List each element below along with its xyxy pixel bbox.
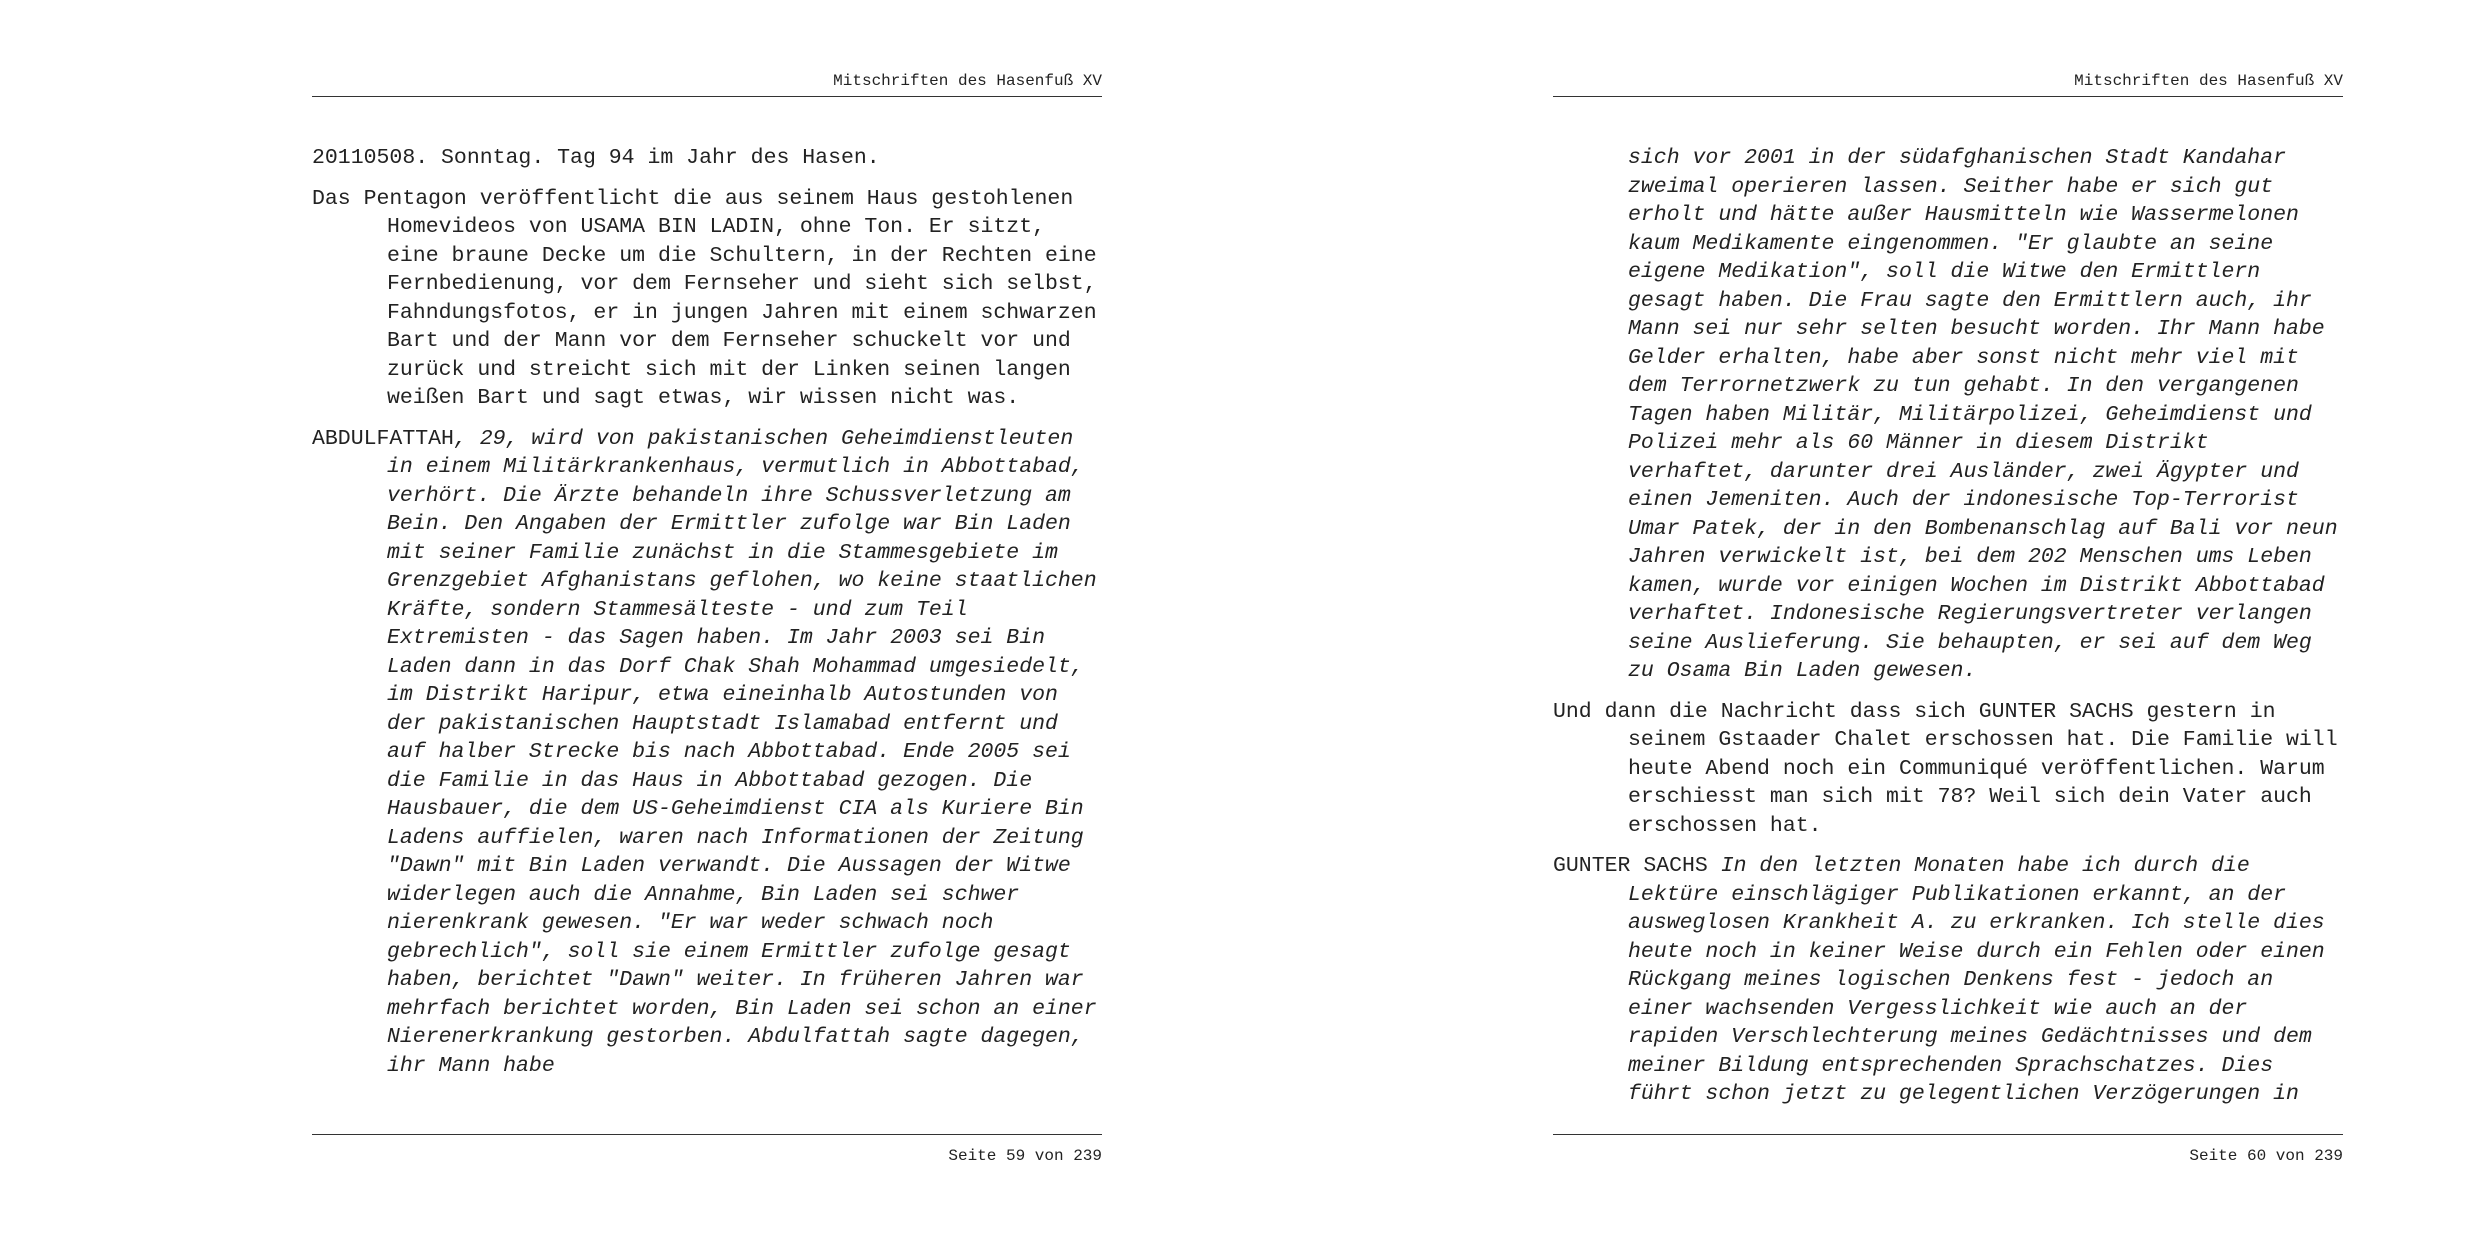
page-body [1553, 144, 2343, 1121]
left-page [312, 0, 1102, 1240]
right-page [1553, 0, 2343, 1240]
page-header: Mitschriften des Hasenfuß XV [312, 72, 1102, 97]
paragraph-abdulfattah [312, 425, 1102, 1081]
speaker-name: ABDULFATTAH [312, 426, 454, 451]
page-number: Seite 59 von 239 [312, 1134, 1102, 1165]
paragraph-text: , 29, wird von pakistanischen Geheimdienstleuten in einem Militärkrankenhaus, vermutlich in Abbottabad, verhört. Die Ärzte behandeln ihre Schussverletzung am Bein. Den Angaben der Ermittler zufolge war Bin Laden mit seiner Familie zunächst in die Stammesgebiete im Grenzgebiet Afghanistans geflohen, wo keine staatlichen Kräfte, sondern Stammesälteste - und zum Teil Extremisten - das Sagen haben. Im Jahr 2003 sei Bin Laden dann in das Dorf Chak Shah Mohammad umgesiedelt, im Distrikt Haripur, etwa eineinhalb Autostunden von der pakistanischen Hauptstadt Islamabad entfernt und auf halber Strecke bis nach Abbottabad. Ende 2005 sei die Familie in das Haus in Abbottabad gezogen. Die Hausbauer, die dem US-Geheimdienst CIA als Kuriere Bin Ladens auffielen, waren nach Informationen der Zeitung "Dawn" mit Bin Laden verwandt. Die Aussagen der Witwe widerlegen auch die Annahme, Bin Laden sei schwer nierenkrank gewesen. "Er war weder schwach noch gebrechlich", soll sie einem Ermittler zufolge gesagt haben, berichtet "Dawn" weiter. In früheren Jahren war mehrfach berichtet worden, Bin Laden sei schon an einer Nierenerkrankung gestorben. Abdulfattah sagte dagegen, ihr Mann habe [387, 426, 1097, 1078]
paragraph-pentagon: Das Pentagon veröffentlicht die aus seinem Haus gestohlenen Homevideos von USAMA BIN LADIN, ohne Ton. Er sitzt, eine braune Decke um die Schultern, in der Rechten eine Fernbedienung, vor dem Fernseher und sieht sich selbst, Fahndungsfotos, er in jungen Jahren mit einem schwarzen Bart und der Mann vor dem Fernseher schuckelt vor und zurück und streicht sich mit der Linken seinen langen weißen Bart und sagt etwas, wir wissen nicht was. [312, 186, 1097, 410]
date-line: 20110508. Sonntag. Tag 94 im Jahr des Hasen. [312, 146, 880, 170]
paragraph-sachs-quote [1553, 852, 2343, 1109]
paragraph-text: In den letzten Monaten habe ich durch die Lektüre einschlägiger Publikationen erkannt, an der ausweglosen Krankheit A. zu erkranken. Ich stelle dies heute noch in keiner Weise durch ein Fehlen oder einen Rückgang meines logischen Denkens fest - jedoch an einer wachsenden Vergesslichkeit wie auch an der rapiden Verschlechterung meines Gedächtnisses und dem meiner Bildung entsprechenden Sprachschatzes. Dies führt schon jetzt zu gelegentlichen Verzögerungen in [1628, 854, 2325, 1106]
page-number: Seite 60 von 239 [1553, 1134, 2343, 1165]
page-body [312, 144, 1102, 1092]
paragraph-sachs-news: Und dann die Nachricht dass sich GUNTER SACHS gestern in seinem Gstaader Chalet erschossen hat. Die Familie will heute Abend noch ein Communiqué veröffentlichen. Warum erschiesst man sich mit 78? Weil sich dein Vater auch erschossen hat. [1553, 699, 2338, 838]
page-header: Mitschriften des Hasenfuß XV [1553, 72, 2343, 97]
speaker-name: GUNTER SACHS [1553, 854, 1708, 878]
paragraph-continuation: sich vor 2001 in der südafghanischen Stadt Kandahar zweimal operieren lassen. Seither habe er sich gut erholt und hätte außer Hausmitteln wie Wassermelonen kaum Medikamente eingenommen. "Er glaubte an seine eigene Medikation", soll die Witwe den Ermittlern gesagt haben. Die Frau sagte den Ermittlern auch, ihr Mann sei nur sehr selten besucht worden. Ihr Mann habe Gelder erhalten, habe aber sonst nicht mehr viel mit dem Terrornetzwerk zu tun gehabt. In den vergangenen Tagen haben Militär, Militärpolizei, Geheimdienst und Polizei mehr als 60 Männer in diesem Distrikt verhaftet, darunter drei Ausländer, zwei Ägypter und einen Jemeniten. Auch der indonesische Top-Terrorist Umar Patek, der in den Bombenanschlag auf Bali vor neun Jahren verwickelt ist, bei dem 202 Menschen ums Leben kamen, wurde vor einigen Wochen im Distrikt Abbottabad verhaftet. Indonesische Regierungsvertreter verlangen seine Auslieferung. Sie behaupten, er sei auf dem Weg zu Osama Bin Laden gewesen. [1628, 146, 2338, 683]
